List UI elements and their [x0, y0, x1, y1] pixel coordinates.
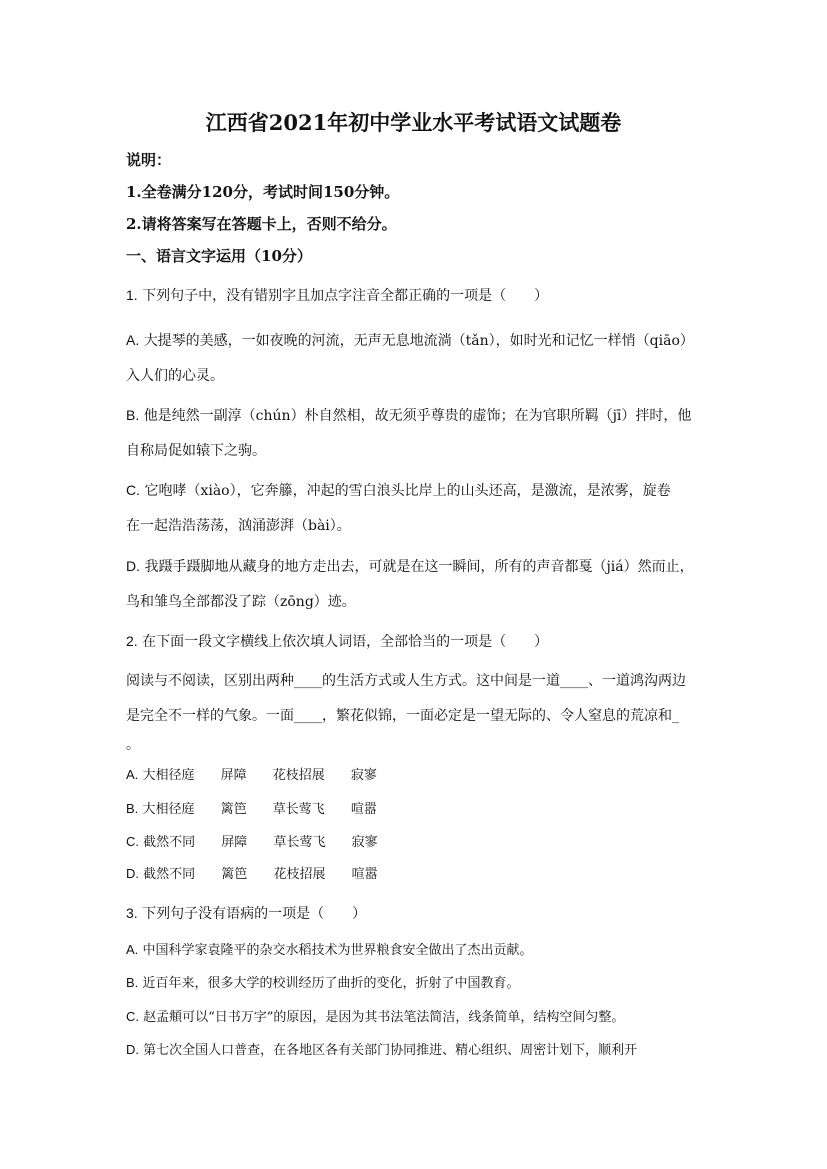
option-text: 近百年来，很多大学的校训经历了曲折的变化，折射了中国教育。	[142, 976, 520, 991]
q2-option-a	[126, 765, 377, 786]
q3-stem-text: 下列句子没有语病的一项是（ ）	[142, 906, 367, 922]
option-word: 寂寥	[351, 835, 378, 850]
option-word: 大相径庭	[142, 768, 195, 783]
q1-option-b-cont: 自称局促如辕下之驹。	[126, 443, 266, 459]
option-word: 屏障	[220, 768, 247, 783]
note-1: 1.全卷满分120分，考试时间150分钟。	[126, 183, 400, 201]
q1-option-c	[126, 480, 671, 501]
q1-stem	[126, 285, 548, 306]
option-label: A.	[126, 332, 140, 348]
q2-passage-line: 阅读与不阅读，区别出两种____的生活方式或人生方式。这中间是一道____、一道鸿沟两边	[126, 673, 686, 689]
exam-title: 江西省2021年初中学业水平考试语文试题卷	[205, 110, 622, 135]
q2-number: 2.	[126, 633, 138, 649]
option-text: 它咆哮（xiào），它奔籐，冲起的雪白浪头比岸上的山头还高，是激流，是浓雾，旋卷	[144, 483, 671, 499]
q2-option-d	[126, 864, 378, 885]
q2-stem	[126, 631, 548, 652]
note-2: 2.请将答案写在答题卡上，否则不给分。	[126, 215, 397, 233]
q2-stem-text: 在下面一段文字横线上依次填人词语，全部恰当的一项是（ ）	[142, 634, 549, 650]
option-word: 屏障	[221, 835, 248, 850]
q1-option-d-cont: 鸟和雏鸟全部都没了踪（zōng）迹。	[126, 594, 356, 610]
q2-passage-line: 。	[126, 737, 140, 753]
q3-number: 3.	[126, 905, 138, 921]
option-word: 花枝招展	[273, 867, 326, 882]
q2-passage-line: 是完全不一样的气象。一面____，繁花似锦，一面必定是一望无际的、令人窒息的荒凉和_	[126, 708, 679, 724]
option-label: C.	[126, 1009, 139, 1024]
option-word: 花枝招展	[272, 768, 325, 783]
option-text: 赵孟頫可以“日书万字”的原因，是因为其书法笔法简洁，线条简单，结构空间匀整。	[143, 1010, 625, 1025]
q2-option-c	[126, 832, 378, 853]
q1-option-a	[126, 330, 694, 351]
option-label: C.	[126, 482, 140, 498]
q3-option-b	[126, 973, 519, 994]
option-word: 大相径庭	[142, 802, 195, 817]
option-label: C.	[126, 834, 139, 849]
section-1-heading: 一、语言文字运用（10分）	[126, 247, 312, 265]
q3-option-a	[126, 940, 532, 961]
option-word: 寂寥	[350, 768, 377, 783]
option-word: 喧嚣	[350, 802, 377, 817]
option-text: 中国科学家袁隆平的杂交水稻技术为世界粮食安全做出了杰出贡献。	[142, 943, 533, 958]
notes-heading: 说明：	[126, 151, 172, 169]
option-word: 喧嚣	[351, 867, 378, 882]
q1-option-a-cont: 入人们的心灵。	[126, 368, 224, 384]
option-text: 第七次全国人口普查，在各地区各有关部门协同推进、精心组织、周密计划下，顺利开	[143, 1043, 638, 1058]
option-label: D.	[126, 866, 139, 881]
q1-option-c-cont: 在一起浩浩荡荡，汹涌澎湃（bài）。	[126, 518, 351, 534]
option-label: B.	[126, 975, 139, 990]
option-word: 草长莺飞	[273, 835, 326, 850]
option-word: 草长莺飞	[272, 802, 325, 817]
q3-option-c	[126, 1007, 624, 1028]
q3-option-d	[126, 1040, 637, 1061]
option-text: 我蹑手蹑脚地从藏身的地方走出去，可就是在这一瞬间，所有的声音都戛（jiá）然而止，	[144, 559, 694, 575]
q2-option-b	[126, 799, 377, 820]
q1-number: 1.	[126, 287, 138, 303]
q1-option-b	[126, 405, 691, 426]
option-word: 篱笆	[221, 867, 248, 882]
option-text: 大提琴的美感，一如夜晚的河流，无声无息地流淌（tǎn），如时光和记忆一样悄（qiāo）	[143, 333, 694, 349]
option-label: D.	[126, 1042, 139, 1057]
option-label: B.	[126, 801, 139, 816]
q3-stem	[126, 903, 366, 924]
option-label: A.	[126, 942, 139, 957]
option-label: A.	[126, 767, 139, 782]
option-word: 篱笆	[220, 802, 247, 817]
option-label: B.	[126, 407, 140, 423]
q1-option-d	[126, 556, 694, 577]
q1-stem-text: 下列句子中，没有错别字且加点字注音全都正确的一项是（ ）	[142, 288, 549, 304]
option-word: 截然不同	[143, 835, 196, 850]
option-label: D.	[126, 558, 140, 574]
option-text: 他是纯然一副淳（chún）朴自然相，故无须乎尊贵的虚饰；在为官职所羁（jī）拌时，他	[143, 408, 692, 424]
option-word: 截然不同	[143, 867, 196, 882]
